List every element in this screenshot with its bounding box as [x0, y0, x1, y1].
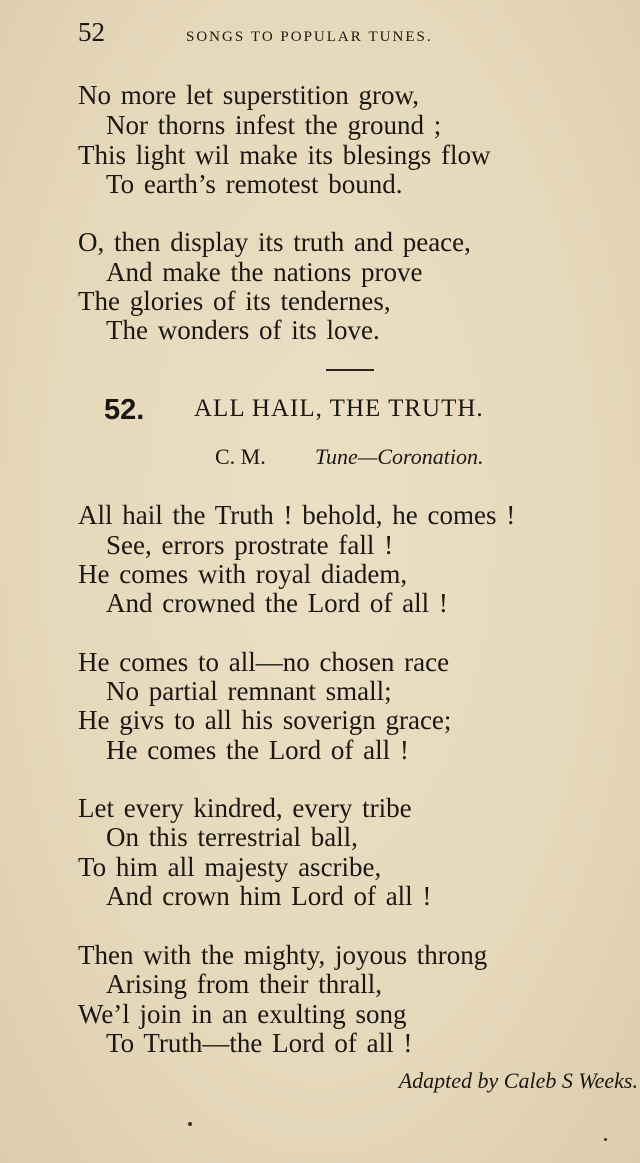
verse-line: He givs to all his soverign grace; — [78, 705, 452, 735]
verse-line: We’l join in an exulting song — [78, 999, 407, 1029]
verse-line: To earth’s remotest bound. — [106, 169, 403, 199]
verse-line: This light wil make its blesings flow — [78, 140, 491, 170]
section-divider — [326, 369, 374, 371]
verse-line: Nor thorns infest the ground ; — [106, 110, 442, 140]
verse-line: Let every kindred, every tribe — [78, 793, 412, 823]
running-head — [78, 14, 638, 50]
verse-line: The wonders of its love. — [106, 315, 380, 345]
verse-line: No partial remnant small; — [106, 676, 392, 706]
page-number: 52 — [78, 17, 105, 47]
verse-line: To him all majesty ascribe, — [78, 852, 382, 882]
verse-line: All hail the Truth ! behold, he comes ! — [78, 500, 516, 530]
verse-line: See, errors prostrate fall ! — [106, 530, 394, 560]
paper-speck — [604, 1138, 607, 1141]
verse-line: The glories of its tendernes, — [78, 286, 391, 316]
verse-line: Arising from their thrall, — [106, 969, 382, 999]
meter: C. M. — [215, 444, 266, 469]
verse-line: And make the nations prove — [106, 257, 423, 287]
verse-line: And crowned the Lord of all ! — [106, 588, 448, 618]
hymn-title: ALL HAIL, THE TRUTH. — [194, 395, 484, 422]
hymn-number: 52. — [104, 394, 145, 426]
tune-name: Tune—Coronation. — [315, 444, 484, 469]
meter-line — [215, 442, 484, 472]
verse-line: To Truth—the Lord of all ! — [106, 1028, 413, 1058]
verse-line: He comes to all—no chosen race — [78, 647, 450, 677]
verse-line: On this terrestrial ball, — [106, 822, 358, 852]
verse-line: O, then display its truth and peace, — [78, 227, 471, 257]
verse-line: He comes the Lord of all ! — [106, 735, 409, 765]
running-title: songs to popular tunes. — [186, 22, 433, 46]
verse-line: Then with the mighty, joyous throng — [78, 940, 488, 970]
verse-line: He comes with royal diadem, — [78, 559, 408, 589]
verse-line: And crown him Lord of all ! — [106, 881, 432, 911]
verse-line: No more let superstition grow, — [78, 80, 419, 110]
paper-speck — [188, 1122, 192, 1126]
attribution: Adapted by Caleb S Weeks. — [398, 1068, 638, 1093]
